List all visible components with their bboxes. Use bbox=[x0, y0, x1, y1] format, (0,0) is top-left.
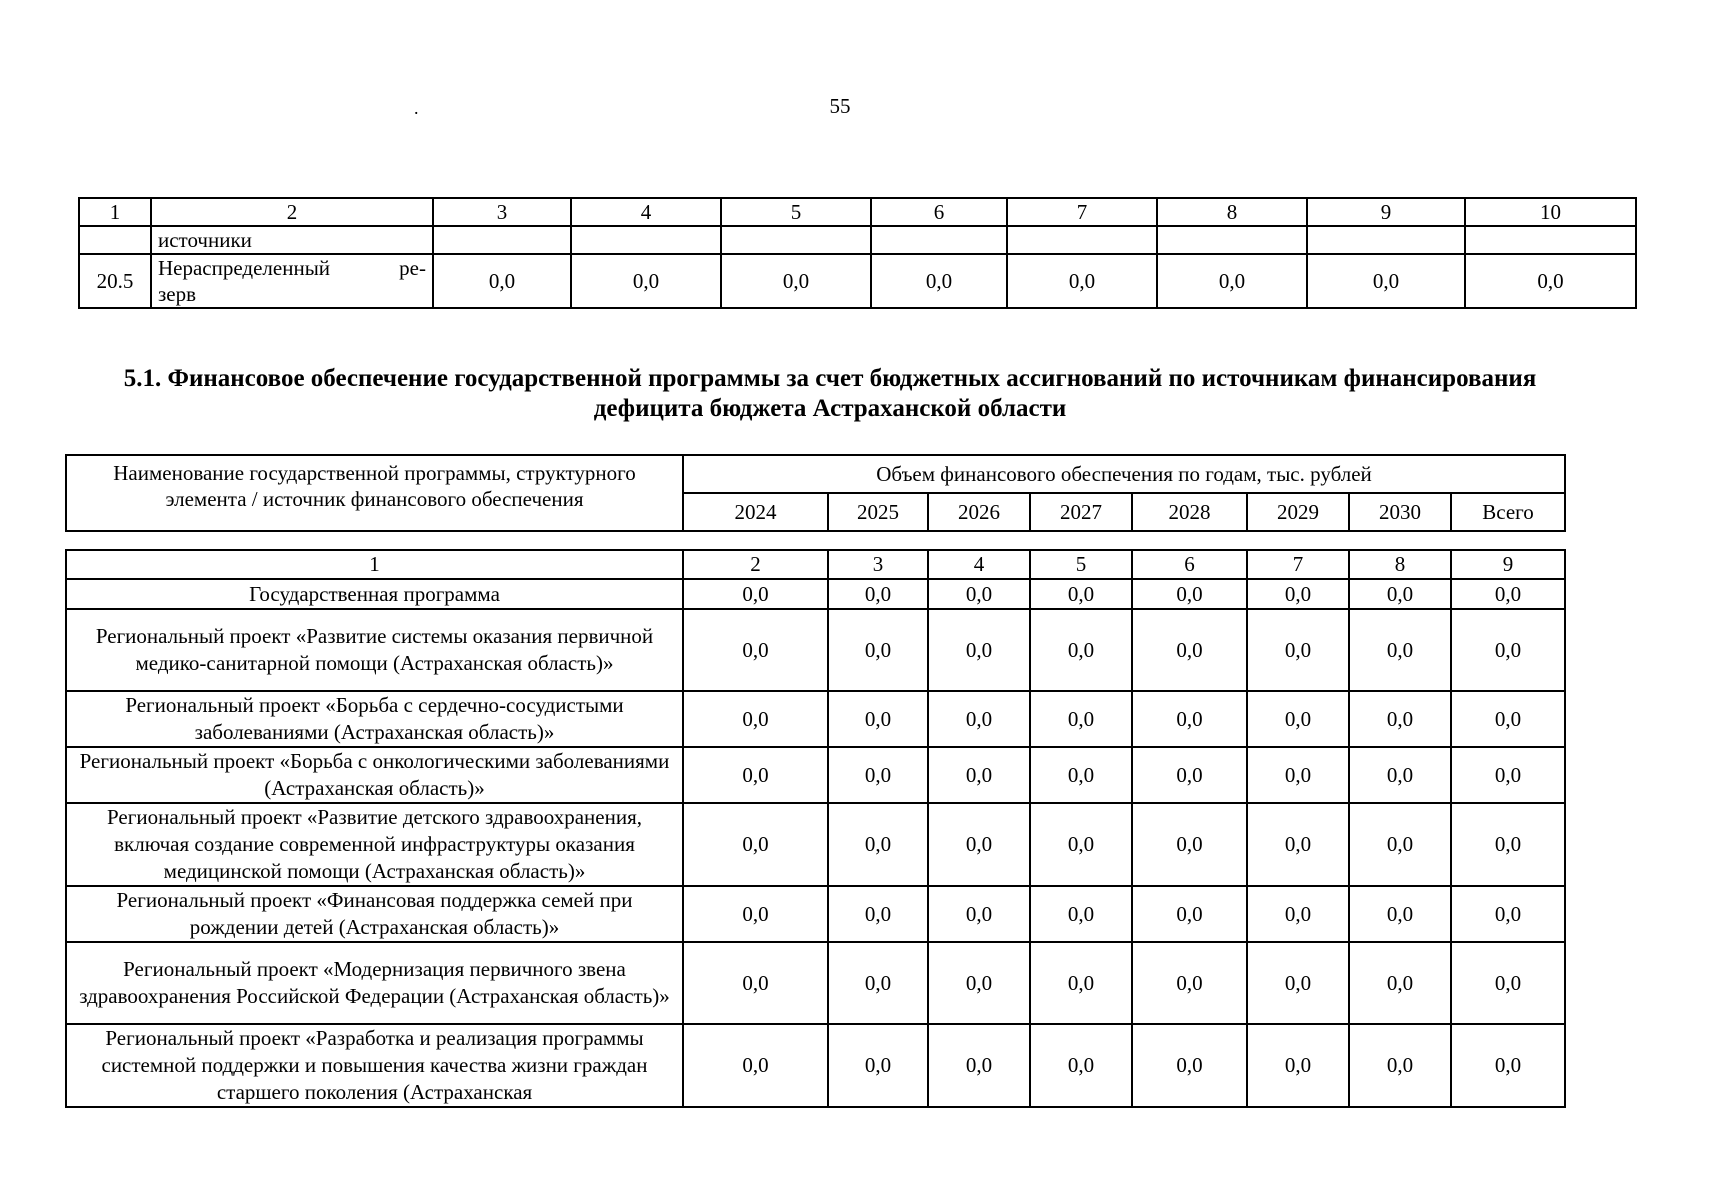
value-cell bbox=[1307, 226, 1465, 254]
value-cell: 0,0 bbox=[1349, 579, 1451, 609]
value-cell: 0,0 bbox=[1465, 254, 1636, 308]
value-cell bbox=[1157, 226, 1307, 254]
header-cell: 7 bbox=[1007, 198, 1157, 226]
row-number bbox=[79, 226, 151, 254]
value-cell: 0,0 bbox=[683, 803, 828, 886]
value-cell: 0,0 bbox=[828, 609, 928, 691]
value-cell: 0,0 bbox=[1030, 886, 1132, 942]
value-cell: 0,0 bbox=[828, 579, 928, 609]
row-name: Региональный проект «Борьба с онкологическими заболеваниями (Астраханская область)» bbox=[66, 747, 683, 803]
header-cell: 6 bbox=[871, 198, 1007, 226]
value-cell: 0,0 bbox=[1247, 1024, 1349, 1107]
value-cell: 0,0 bbox=[683, 609, 828, 691]
row-label-part: ре- bbox=[399, 256, 426, 280]
value-cell: 0,0 bbox=[1030, 1024, 1132, 1107]
name-column-header: Наименование государственной программы, структурного элемента / источник финансового обеспечения bbox=[66, 455, 683, 531]
value-cell: 0,0 bbox=[1451, 942, 1565, 1024]
value-cell bbox=[871, 226, 1007, 254]
value-cell: 0,0 bbox=[683, 942, 828, 1024]
volume-header: Объем финансового обеспечения по годам, тыс. рублей bbox=[683, 455, 1565, 493]
column-number: 5 bbox=[1030, 550, 1132, 579]
column-number: 3 bbox=[828, 550, 928, 579]
row-label bbox=[151, 254, 433, 308]
value-cell: 0,0 bbox=[1451, 747, 1565, 803]
value-cell: 0,0 bbox=[1132, 579, 1247, 609]
value-cell: 0,0 bbox=[571, 254, 721, 308]
year-header: 2026 bbox=[928, 493, 1030, 531]
value-cell: 0,0 bbox=[1132, 747, 1247, 803]
table-row bbox=[66, 579, 1565, 609]
value-cell: 0,0 bbox=[1349, 886, 1451, 942]
value-cell bbox=[721, 226, 871, 254]
column-number: 2 bbox=[683, 550, 828, 579]
value-cell: 0,0 bbox=[1030, 691, 1132, 747]
section-title-line: 5.1. Финансовое обеспечение государственной программы за счет бюджетных ассигнований по источникам финансирования bbox=[123, 365, 1537, 392]
value-cell: 0,0 bbox=[1349, 1024, 1451, 1107]
value-cell: 0,0 bbox=[871, 254, 1007, 308]
financing-table bbox=[65, 549, 1566, 1108]
header-cell: 4 bbox=[571, 198, 721, 226]
section-title bbox=[80, 364, 1580, 424]
value-cell: 0,0 bbox=[1349, 609, 1451, 691]
value-cell bbox=[1465, 226, 1636, 254]
row-name: Региональный проект «Развитие системы оказания первичной медико-санитарной помощи (Астраханская область)» bbox=[66, 609, 683, 691]
value-cell: 0,0 bbox=[683, 886, 828, 942]
value-cell: 0,0 bbox=[683, 691, 828, 747]
table-row bbox=[66, 803, 1565, 886]
value-cell: 0,0 bbox=[1132, 942, 1247, 1024]
value-cell: 0,0 bbox=[1247, 942, 1349, 1024]
value-cell: 0,0 bbox=[1349, 942, 1451, 1024]
year-header: 2024 bbox=[683, 493, 828, 531]
header-cell: 2 bbox=[151, 198, 433, 226]
table-row bbox=[66, 609, 1565, 691]
value-cell: 0,0 bbox=[1132, 1024, 1247, 1107]
value-cell: 0,0 bbox=[828, 942, 928, 1024]
value-cell: 0,0 bbox=[1349, 691, 1451, 747]
value-cell: 0,0 bbox=[1349, 747, 1451, 803]
value-cell: 0,0 bbox=[1247, 579, 1349, 609]
column-number: 8 bbox=[1349, 550, 1451, 579]
row-label-part: Нераспределенный bbox=[158, 256, 331, 280]
stray-mark: . bbox=[414, 98, 419, 118]
header-cell: 10 bbox=[1465, 198, 1636, 226]
value-cell: 0,0 bbox=[433, 254, 571, 308]
value-cell: 0,0 bbox=[1247, 886, 1349, 942]
table-header-row bbox=[79, 198, 1636, 226]
value-cell: 0,0 bbox=[928, 1024, 1030, 1107]
header-cell: 1 bbox=[79, 198, 151, 226]
table-row bbox=[79, 226, 1636, 254]
value-cell: 0,0 bbox=[721, 254, 871, 308]
value-cell bbox=[1007, 226, 1157, 254]
year-header: 2027 bbox=[1030, 493, 1132, 531]
value-cell: 0,0 bbox=[828, 1024, 928, 1107]
value-cell: 0,0 bbox=[1247, 803, 1349, 886]
year-header: 2028 bbox=[1132, 493, 1247, 531]
continuation-table bbox=[78, 197, 1637, 309]
value-cell: 0,0 bbox=[1157, 254, 1307, 308]
row-name: Региональный проект «Борьба с сердечно-сосудистыми заболеваниями (Астраханская область)» bbox=[66, 691, 683, 747]
page-number: 55 bbox=[829, 94, 851, 118]
value-cell: 0,0 bbox=[928, 803, 1030, 886]
row-label: источники bbox=[151, 226, 433, 254]
table-row bbox=[66, 747, 1565, 803]
row-label-part: зерв bbox=[158, 282, 197, 306]
value-cell: 0,0 bbox=[1030, 609, 1132, 691]
value-cell: 0,0 bbox=[1132, 803, 1247, 886]
row-name: Региональный проект «Модернизация первичного звена здравоохранения Российской Федерации (Астраханская область)» bbox=[66, 942, 683, 1024]
value-cell: 0,0 bbox=[1307, 254, 1465, 308]
value-cell: 0,0 bbox=[928, 691, 1030, 747]
year-header: 2029 bbox=[1247, 493, 1349, 531]
row-name: Региональный проект «Разработка и реализация программы системной поддержки и повышения качества жизни граждан старшего поколения (Астраханская bbox=[66, 1024, 683, 1107]
header-cell: 3 bbox=[433, 198, 571, 226]
table-row bbox=[66, 942, 1565, 1024]
value-cell: 0,0 bbox=[683, 1024, 828, 1107]
value-cell: 0,0 bbox=[1451, 886, 1565, 942]
value-cell: 0,0 bbox=[1247, 609, 1349, 691]
value-cell bbox=[433, 226, 571, 254]
row-number: 20.5 bbox=[79, 254, 151, 308]
value-cell: 0,0 bbox=[1451, 609, 1565, 691]
table-row bbox=[66, 1024, 1565, 1107]
value-cell: 0,0 bbox=[828, 691, 928, 747]
column-number: 7 bbox=[1247, 550, 1349, 579]
column-number-row bbox=[66, 550, 1565, 579]
value-cell: 0,0 bbox=[1247, 747, 1349, 803]
value-cell: 0,0 bbox=[1451, 1024, 1565, 1107]
column-number: 1 bbox=[66, 550, 683, 579]
value-cell: 0,0 bbox=[928, 579, 1030, 609]
value-cell: 0,0 bbox=[1132, 691, 1247, 747]
header-cell: 9 bbox=[1307, 198, 1465, 226]
value-cell: 0,0 bbox=[683, 747, 828, 803]
column-number: 9 bbox=[1451, 550, 1565, 579]
column-number: 4 bbox=[928, 550, 1030, 579]
value-cell: 0,0 bbox=[1030, 942, 1132, 1024]
table-row bbox=[66, 691, 1565, 747]
value-cell: 0,0 bbox=[1451, 803, 1565, 886]
value-cell: 0,0 bbox=[1451, 579, 1565, 609]
value-cell: 0,0 bbox=[1030, 803, 1132, 886]
value-cell: 0,0 bbox=[1247, 691, 1349, 747]
value-cell: 0,0 bbox=[928, 942, 1030, 1024]
header-cell: 8 bbox=[1157, 198, 1307, 226]
table-row bbox=[79, 254, 1636, 308]
value-cell: 0,0 bbox=[828, 886, 928, 942]
value-cell: 0,0 bbox=[828, 747, 928, 803]
value-cell: 0,0 bbox=[928, 747, 1030, 803]
total-header: Всего bbox=[1451, 493, 1565, 531]
year-header: 2030 bbox=[1349, 493, 1451, 531]
row-name: Региональный проект «Развитие детского здравоохранения, включая создание современной инфраструктуры оказания медицинской помощи (Астраханская область)» bbox=[66, 803, 683, 886]
value-cell: 0,0 bbox=[928, 886, 1030, 942]
column-number: 6 bbox=[1132, 550, 1247, 579]
row-name: Государственная программа bbox=[66, 579, 683, 609]
value-cell: 0,0 bbox=[928, 609, 1030, 691]
section-title-line: дефицита бюджета Астраханской области bbox=[593, 395, 1067, 422]
value-cell: 0,0 bbox=[1030, 747, 1132, 803]
value-cell: 0,0 bbox=[683, 579, 828, 609]
value-cell: 0,0 bbox=[1030, 579, 1132, 609]
value-cell: 0,0 bbox=[1132, 609, 1247, 691]
value-cell: 0,0 bbox=[1132, 886, 1247, 942]
row-name: Региональный проект «Финансовая поддержка семей при рождении детей (Астраханская область)» bbox=[66, 886, 683, 942]
header-cell: 5 bbox=[721, 198, 871, 226]
financing-header-table bbox=[65, 454, 1566, 532]
value-cell: 0,0 bbox=[1349, 803, 1451, 886]
year-header: 2025 bbox=[828, 493, 928, 531]
value-cell: 0,0 bbox=[1451, 691, 1565, 747]
table-row bbox=[66, 886, 1565, 942]
value-cell bbox=[571, 226, 721, 254]
value-cell: 0,0 bbox=[828, 803, 928, 886]
value-cell: 0,0 bbox=[1007, 254, 1157, 308]
